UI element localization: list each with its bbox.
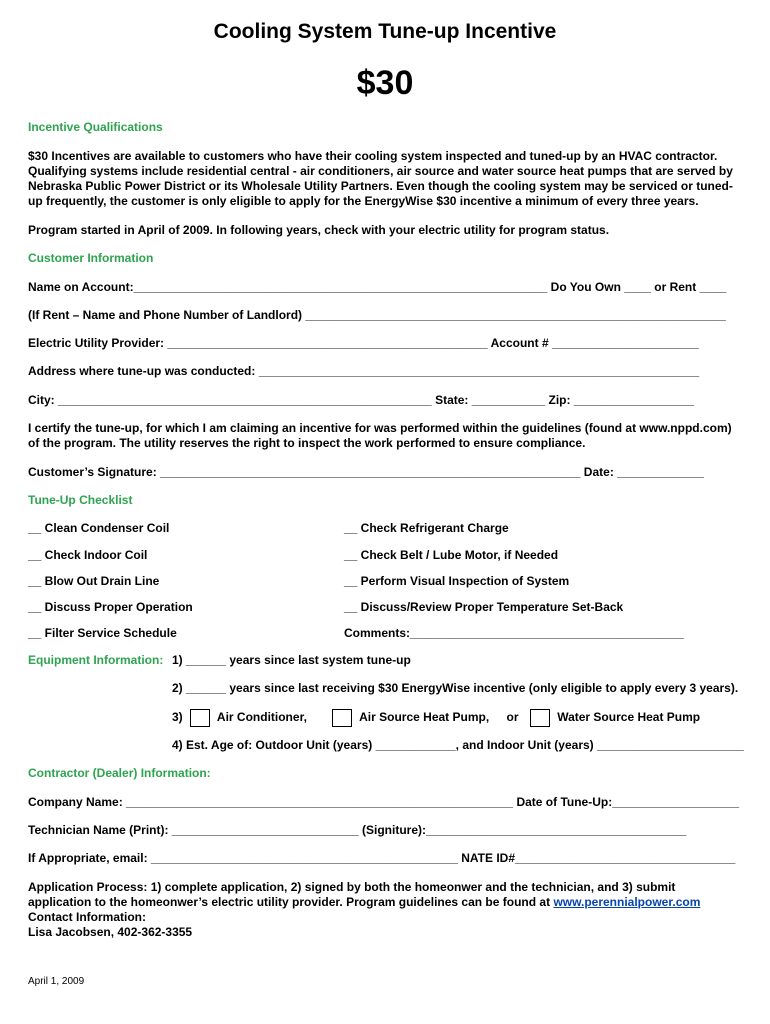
footer-date: April 1, 2009: [28, 976, 85, 987]
comments-line[interactable]: Comments:_________________________________________: [344, 626, 684, 640]
checklist-item[interactable]: __ Check Refrigerant Charge: [344, 521, 509, 535]
name-on-account-line[interactable]: Name on Account:______________________________________________________________ Do You Own ____ or Rent ____: [28, 280, 727, 294]
equipment-q3-number: 3): [172, 710, 183, 725]
program-guidelines-link[interactable]: www.perennialpower.com: [553, 895, 701, 909]
customer-heading: Customer Information: [28, 251, 154, 265]
air-conditioner-label: Air Conditioner,: [216, 710, 307, 725]
application-process-text: Application Process: 1) complete application, 2) signed by both the homeonwer and the technician, and 3) submit application to the homeonwer’s electric utility provider. Program guidelines can be found at: [28, 880, 676, 909]
air-conditioner-checkbox[interactable]: [190, 709, 210, 727]
application-process: [28, 880, 740, 940]
equipment-q3: [172, 709, 700, 727]
checklist-item[interactable]: __ Blow Out Drain Line: [28, 574, 160, 588]
water-source-heat-pump-label: Water Source Heat Pump: [557, 710, 701, 725]
program-note: Program started in April of 2009. In following years, check with your electric utility for program status.: [28, 223, 610, 237]
technician-name-line[interactable]: Technician Name (Print): ____________________________ (Signiture):_______________________________________: [28, 823, 687, 837]
equipment-q1[interactable]: 1) ______ years since last system tune-up: [172, 653, 411, 667]
contact-information-label: Contact Information:: [28, 910, 146, 924]
checklist-item[interactable]: __ Perform Visual Inspection of System: [344, 574, 570, 588]
city-state-zip-line[interactable]: City: ________________________________________________________ State: ___________ Zip: __________________: [28, 393, 694, 407]
equipment-q2[interactable]: 2) ______ years since last receiving $30 EnergyWise incentive (only eligible to apply every 3 years).: [172, 681, 739, 695]
qualifications-body: $30 Incentives are available to customers who have their cooling system inspected and tuned-up by an HVAC contractor. Qualifying systems include residential central - air conditioners, air source and water source heat pumps that are served by Nebraska Public Power District or its Wholesale Utility Partners. Even though the cooling system may be serviced or tuned-up frequently, the customer is only eligible to apply for the EnergyWise $30 incentive a minimum of every three years.: [28, 149, 733, 208]
utility-provider-line[interactable]: Electric Utility Provider: ________________________________________________ Account # ______________________: [28, 336, 699, 350]
or-text: or: [506, 710, 519, 725]
landlord-line[interactable]: (If Rent – Name and Phone Number of Landlord) _______________________________________________________________: [28, 308, 726, 322]
water-source-heat-pump-checkbox[interactable]: [530, 709, 550, 727]
checklist-item[interactable]: __ Discuss Proper Operation: [28, 600, 193, 614]
checklist-item[interactable]: __ Discuss/Review Proper Temperature Set-Back: [344, 600, 624, 614]
address-line[interactable]: Address where tune-up was conducted: __________________________________________________________________: [28, 364, 700, 378]
incentive-amount: $30: [356, 64, 414, 102]
qualifications-heading: Incentive Qualifications: [28, 120, 163, 134]
contact-name-phone: Lisa Jacobsen, 402-362-3355: [28, 925, 193, 939]
certification-text: I certify the tune-up, for which I am claiming an incentive for was performed within the guidelines (found at www.nppd.com) of the program. The utility reserves the right to inspect the work performed to ensure compliance.: [28, 421, 732, 450]
contractor-heading: Contractor (Dealer) Information:: [28, 766, 211, 780]
checklist-item[interactable]: __ Check Belt / Lube Motor, if Needed: [344, 548, 559, 562]
checklist-heading: Tune-Up Checklist: [28, 493, 133, 507]
checklist-item[interactable]: __ Clean Condenser Coil: [28, 521, 170, 535]
customer-signature-line[interactable]: Customer’s Signature: _______________________________________________________________ Date: _____________: [28, 465, 704, 479]
equipment-q4[interactable]: 4) Est. Age of: Outdoor Unit (years) ____________, and Indoor Unit (years) ______________________: [172, 738, 744, 752]
document-title: Cooling System Tune-up Incentive: [213, 20, 557, 43]
company-name-line[interactable]: Company Name: __________________________________________________________ Date of Tune-Up:___________________: [28, 795, 740, 809]
email-line[interactable]: If Appropriate, email: ______________________________________________ NATE ID#_________________________________: [28, 851, 736, 865]
checklist-item[interactable]: __ Filter Service Schedule: [28, 626, 177, 640]
air-source-heat-pump-checkbox[interactable]: [332, 709, 352, 727]
equipment-heading: Equipment Information:: [28, 653, 164, 667]
checklist-item[interactable]: __ Check Indoor Coil: [28, 548, 148, 562]
air-source-heat-pump-label: Air Source Heat Pump,: [359, 710, 490, 725]
